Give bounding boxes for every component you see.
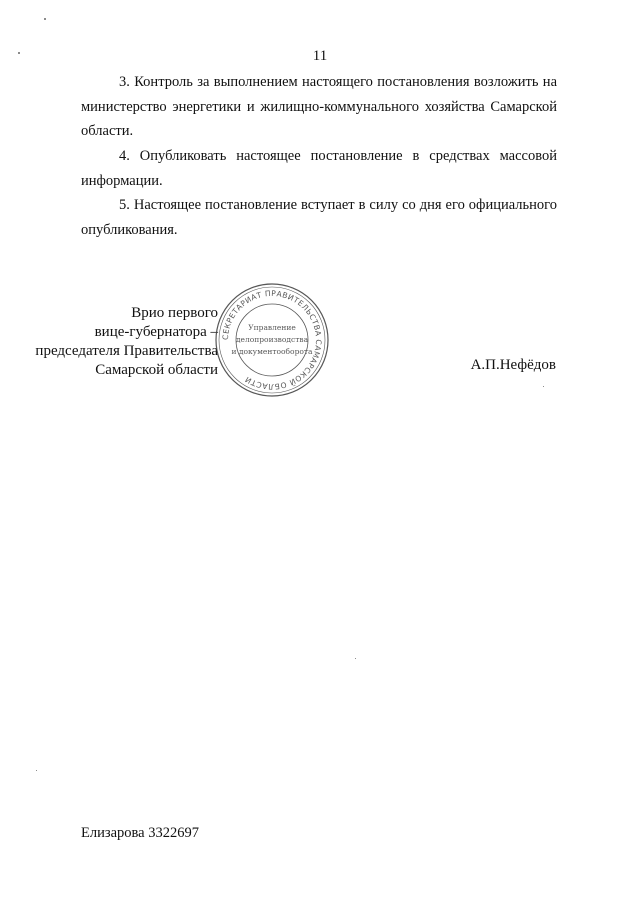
stamp-center-line: делопроизводства xyxy=(235,335,309,344)
paragraph-3-text: Контроль за выполнением настоящего постановления возложить на министерство энергетики и жилищно-коммунального хозяйства Самарской области. xyxy=(81,74,557,139)
scan-speck xyxy=(44,18,46,20)
paragraph-3 xyxy=(81,70,557,144)
signature-position-line: вице-губернатора – xyxy=(94,324,218,340)
signature-position-line: Врио первого xyxy=(131,305,218,321)
scan-speck xyxy=(18,52,20,54)
paragraph-5 xyxy=(81,193,557,242)
paragraph-4 xyxy=(81,144,557,193)
scan-speck xyxy=(543,386,544,387)
signature-name: А.П.Нефёдов xyxy=(470,357,556,373)
signature-position-line: председателя Правительства xyxy=(35,343,218,359)
stamp-ring-text: СЕКРЕТАРИАТ ПРАВИТЕЛЬСТВА САМАРСКОЙ ОБЛАСТИ xyxy=(220,288,324,392)
paragraph-4-number: 4. xyxy=(119,148,130,164)
paragraph-5-number: 5. xyxy=(119,197,130,213)
paragraph-4-text: Опубликовать настоящее постановление в средствах массовой информации. xyxy=(81,148,557,189)
stamp-center-line: Управление xyxy=(248,323,296,332)
executor-footer: Елизарова 3322697 xyxy=(81,825,199,841)
paragraph-3-number: 3. xyxy=(119,74,130,90)
signature-position-line: Самарской области xyxy=(95,362,218,378)
scan-speck xyxy=(36,770,37,771)
stamp-center-line: и документооборота xyxy=(231,347,313,356)
signature-position xyxy=(35,304,218,380)
page-number: 11 xyxy=(312,48,328,64)
scan-speck xyxy=(355,658,356,659)
paragraph-5-text: Настоящее постановление вступает в силу со дня его официального опубликования. xyxy=(81,197,557,238)
official-stamp xyxy=(214,282,330,398)
